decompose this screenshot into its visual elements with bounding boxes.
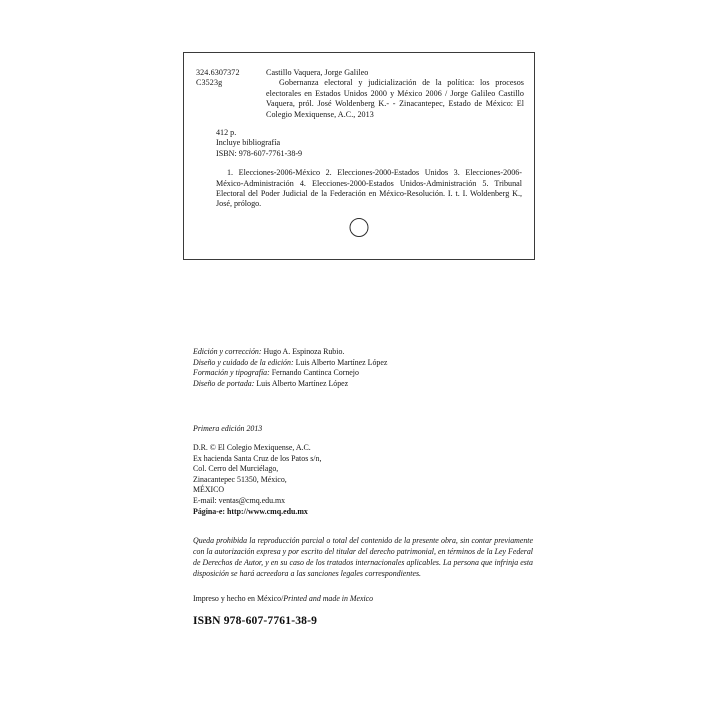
address-line-1: Ex hacienda Santa Cruz de los Patos s/n, bbox=[193, 453, 322, 463]
spacer bbox=[196, 159, 524, 168]
country-line: MÉXICO bbox=[193, 485, 225, 495]
cip-subject-headings: 1. Elecciones-2006-México 2. Elecciones-2000-Estados Unidos 3. Elecciones-2006-México-Administración 4. Elecciones-2000-Estados Unidos-Administración 5. Tribunal Electoral del Poder Judicial de la Federación en México-Resolución. I. t. I. Woldenberg K., José, prólogo. bbox=[216, 168, 522, 209]
cip-author-heading: Castillo Vaquera, Jorge Galileo bbox=[266, 68, 369, 77]
credit-editing-label: Edición y corrección: bbox=[193, 347, 262, 356]
cip-pages: 412 p. bbox=[216, 128, 237, 138]
cip-card-content bbox=[196, 68, 524, 210]
legal-notice: Queda prohibida la reproducción parcial o total del contenido de la presente obra, sin contar previamente con la autorización expresa y por escrito del titular del derecho patrimonial, en términos de la Ley Federal de Derechos de Autor, y en su caso de los tratados internacionales aplicables. La persona que infrinja esta disposición se hará acreedora a las sanciones legales correspondientes. bbox=[193, 536, 533, 578]
credit-design-label: Diseño y cuidado de la edición: bbox=[193, 357, 294, 367]
printed-english: Printed and made in Mexico bbox=[283, 594, 374, 603]
spacer bbox=[196, 120, 524, 128]
cip-isbn: ISBN: 978-607-7761-38-9 bbox=[216, 148, 303, 158]
credit-editing bbox=[193, 347, 533, 358]
credit-typesetting-label: Formación y tipografía: bbox=[193, 368, 270, 378]
cip-cataloging-card bbox=[183, 52, 535, 260]
credit-typesetting bbox=[193, 368, 533, 379]
printed-in-statement bbox=[193, 594, 373, 605]
credits-block bbox=[193, 347, 533, 389]
copyright-holder: D.R. © El Colegio Mexiquense, A.C. bbox=[193, 443, 311, 452]
imprint-block bbox=[193, 443, 513, 517]
credit-cover-value: Luis Alberto Martínez López bbox=[254, 378, 349, 388]
credit-typesetting-value: Fernando Cantinca Cornejo bbox=[269, 368, 359, 378]
call-number-line-1: 324.6307372 bbox=[196, 68, 240, 77]
credit-design bbox=[193, 358, 533, 369]
cip-title-statement: Gobernanza electoral y judicialización de la política: los procesos electorales en Estados Unidos 2000 y México 2006 / Jorge Galileo Castillo Vaquera, pról. José Woldenberg K.- - Zinacantepec, Estado de México: El Colegio Mexiquense, A.C., 2013 bbox=[266, 78, 524, 119]
circle-mark-icon bbox=[350, 218, 369, 237]
isbn-final: ISBN 978-607-7761-38-9 bbox=[193, 614, 318, 627]
call-number bbox=[196, 68, 266, 89]
credit-design-value: Luis Alberto Martínez López bbox=[293, 357, 388, 367]
cip-bibliography-note: Incluye bibliografía bbox=[216, 138, 281, 148]
website-line: Página-e: http://www.cmq.edu.mx bbox=[193, 506, 308, 516]
email-line: E-mail: ventas@cmq.edu.mx bbox=[193, 495, 286, 505]
credit-cover bbox=[193, 379, 533, 390]
cip-main-entry bbox=[196, 68, 524, 120]
credit-editing-value: Hugo A. Espinoza Rubio. bbox=[261, 347, 345, 356]
address-line-2: Col. Cerro del Murciélago, bbox=[193, 464, 279, 474]
address-line-3: Zinacantepec 51350, México, bbox=[193, 474, 287, 484]
credit-cover-label: Diseño de portada: bbox=[193, 378, 255, 388]
cip-description bbox=[266, 68, 524, 120]
printed-spanish: Impreso y hecho en México/ bbox=[193, 594, 284, 603]
call-number-line-2: C3523g bbox=[196, 78, 223, 88]
edition-statement: Primera edición 2013 bbox=[193, 424, 263, 433]
